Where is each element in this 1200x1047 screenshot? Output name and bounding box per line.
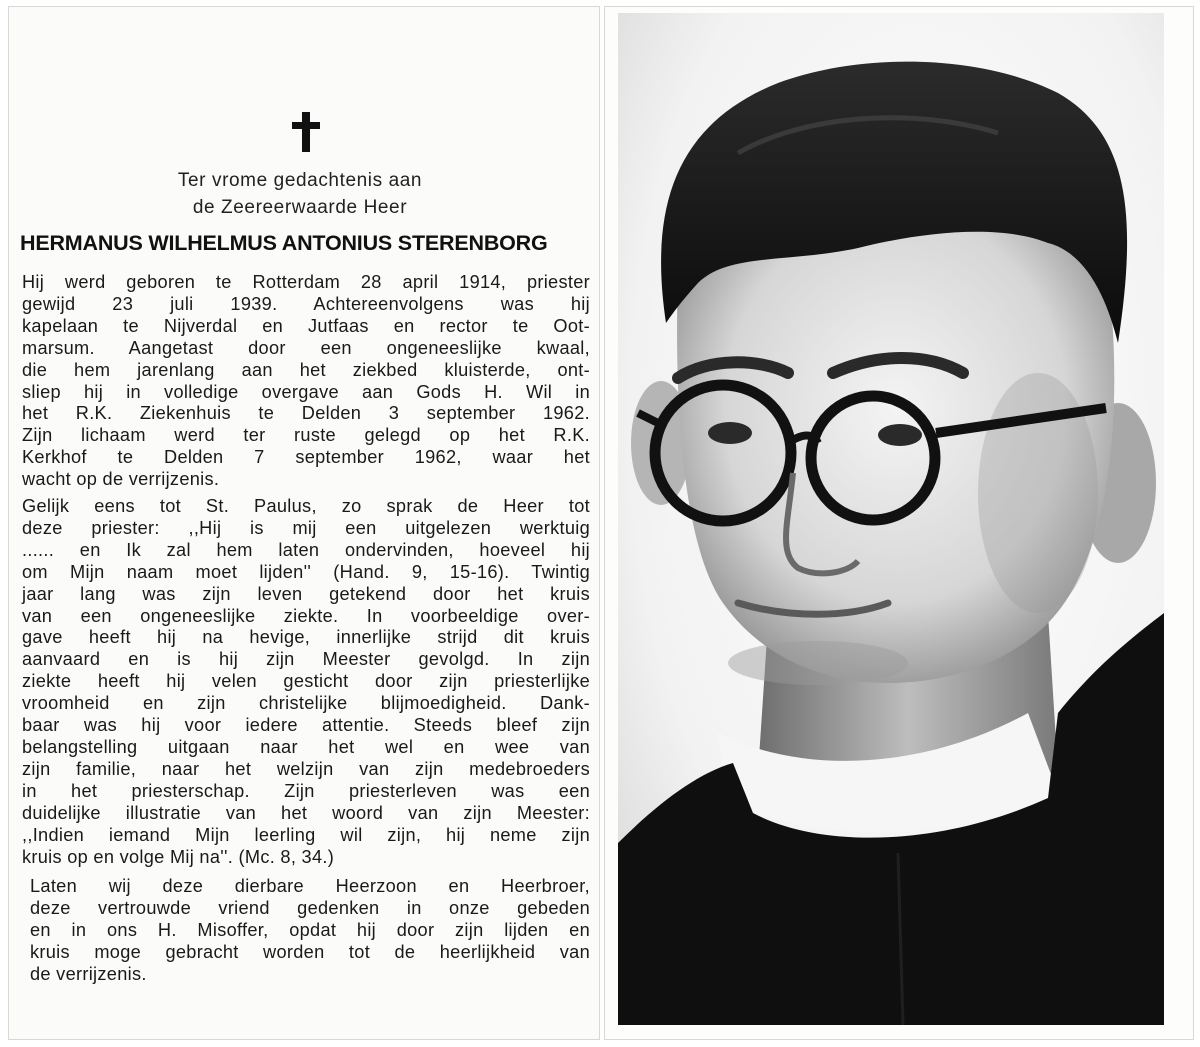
deceased-name: HERMANUS WILHELMUS ANTONIUS STERENBORG <box>20 231 548 255</box>
text-line: Hij werd geboren te Rotterdam 28 april 1914, priester <box>22 272 590 292</box>
text-line: Kerkhof te Delden 7 september 1962, waar het <box>22 447 590 468</box>
text-line: de verrijzenis. <box>30 963 147 984</box>
text-line: het R.K. Ziekenhuis te Delden 3 september 1962. <box>22 403 590 424</box>
text-line: vroomheid en zijn christelijke blijmoedigheid. Dank- <box>22 693 590 714</box>
text-line: kruis op en volge Mij na''. (Mc. 8, 34.) <box>22 846 335 867</box>
text-line: zijn familie, naar het welzijn van zijn medebroeders <box>22 758 590 779</box>
text-line: kruis moge gebracht worden tot de heerlijkheid van <box>30 941 590 962</box>
text-line: in het priesterschap. Zijn priesterleven was een <box>22 780 590 801</box>
cross-icon <box>292 112 320 152</box>
text-line: en in ons H. Misoffer, opdat hij door zijn lijden en <box>30 919 590 940</box>
text-line: Laten wij deze dierbare Heerzoon en Heerbroer, <box>30 876 590 896</box>
text-line: jaar lang was zijn leven getekend door het kruis <box>22 583 590 604</box>
text-line: ziekte heeft hij velen gesticht door zijn priesterlijke <box>22 671 590 692</box>
text-line: gave heeft hij na hevige, innerlijke strijd dit kruis <box>22 627 590 648</box>
text-line: marsum. Aangetast door een ongeneeslijke kwaal, <box>22 337 590 358</box>
intro-line-1: Ter vrome gedachtenis aan <box>177 170 423 191</box>
biography-paragraph <box>22 272 590 491</box>
text-line: baar was hij voor iedere attentie. Steeds bleef zijn <box>22 715 590 736</box>
text-line: wacht op de verrijzenis. <box>22 469 220 490</box>
text-line: duidelijke illustratie van het woord van zijn Meester: <box>22 802 590 823</box>
text-line: om Mijn naam moet lijden'' (Hand. 9, 15-16). Twintig <box>22 561 590 582</box>
text-line: van een ongeneeslijke ziekte. In voorbeeldige over- <box>22 605 590 626</box>
text-line: ,,Indien iemand Mijn leerling wil zijn, hij neme zijn <box>22 824 590 845</box>
text-line: ...... en Ik zal hem laten ondervinden, hoeveel hij <box>22 539 590 560</box>
text-line: aanvaard en is hij zijn Meester gevolgd. In zijn <box>22 649 590 670</box>
text-line: deze vertrouwde vriend gedenken in onze gebeden <box>30 897 590 918</box>
tribute-paragraph <box>22 496 590 868</box>
text-line: sliep hij in volledige overgave aan Gods H. Wil in <box>22 381 590 402</box>
portrait-photo <box>618 13 1164 1025</box>
text-line: die hem jarenlang aan het ziekbed kluisterde, ont- <box>22 359 590 380</box>
text-line: Zijn lichaam werd ter ruste gelegd op het R.K. <box>22 425 590 446</box>
text-line: Gelijk eens tot St. Paulus, zo sprak de Heer tot <box>22 496 590 516</box>
prayer-request-paragraph <box>30 876 590 986</box>
text-line: deze priester: ,,Hij is mij een uitgelezen werktuig <box>22 517 590 538</box>
intro-line-2: de Zeereerwaarde Heer <box>192 197 408 218</box>
text-line: belangstelling uitgaan naar het wel en wee van <box>22 736 590 757</box>
text-line: kapelaan te Nijverdal en Jutfaas en rector te Oot- <box>22 315 590 336</box>
text-line: gewijd 23 juli 1939. Achtereenvolgens was hij <box>22 293 590 314</box>
